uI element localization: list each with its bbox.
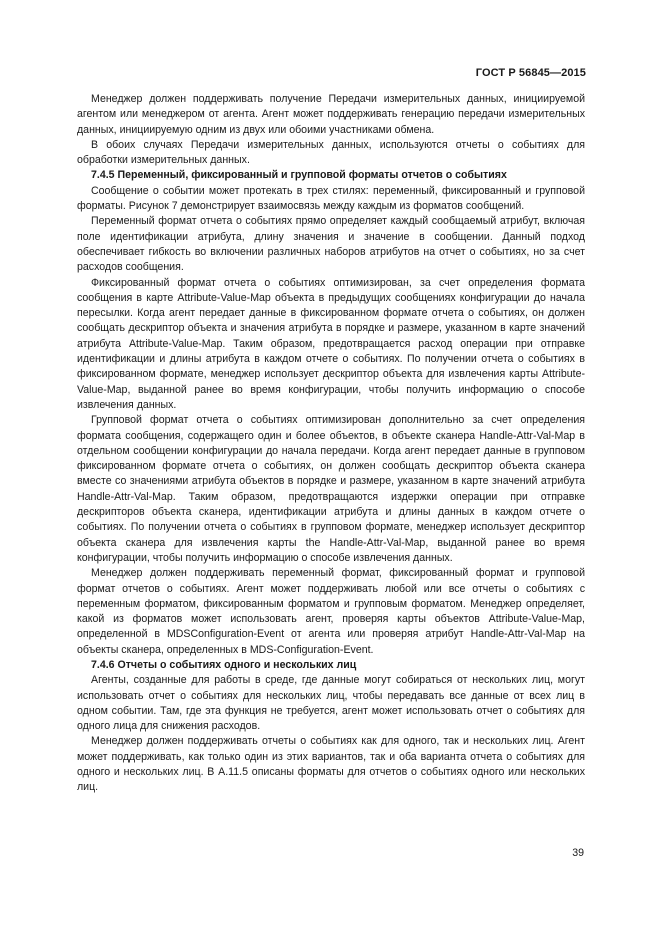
paragraph-7-4-5-4: Групповой формат отчета о событиях оптимизирован дополнительно за счет определения формата сообщения, содержащего один и более объектов, в объекте сканера Handle-Attr-Val-Map в отдельном сообщении конфигурации до начала передачи. Когда агент передает данные в групповом фиксированном формате отчета о событиях, он должен сообщать дескриптор объекта сканера вместе со значениями атрибута объектов в порядке и размере, указанном в карте значений атрибута Handle-Attr-Val-Map. Таким образом, предотвращаются издержки операции при отправке дескрипторов объекта сканера, идентификации атрибута и длины данных в каждом отчете о событиях. По получении отчета о событиях в групповом формате, менеджер использует дескриптор объекта сканера для извлечения карты the Handle-Attr-Val-Map, выданной ранее во время конфигурации, чтобы получить информацию о способе извлечения данных. xyxy=(77,414,585,564)
paragraph-intro-2: В обоих случаях Передачи измерительных данных, используются отчеты о событиях для обработки измерительных данных. xyxy=(77,138,585,167)
paragraph-7-4-6-2: Менеджер должен поддерживать отчеты о событиях как для одного, так и нескольких лиц. Агент может поддерживать, как только один из этих вариантов, так и оба варианта отчета о событиях для одного и нескольких лиц. В А.11.5 описаны форматы для отчетов о событиях одного или нескольких лиц. xyxy=(77,735,585,794)
paragraph-7-4-5-1: Сообщение о событии может протекать в трех стилях: переменный, фиксированный и групповой форматы. Рисунок 7 демонстрирует взаимосвязь между каждым из форматов сообщений. xyxy=(77,184,585,213)
paragraph-7-4-5-5: Менеджер должен поддерживать переменный формат, фиксированный формат и групповой формат отчетов о событиях. Агент может поддерживать любой или все отчеты о событиях с переменным форматом, фиксированным форматом и групповым форматом. Менеджер определяет, какой из форматов может использовать агент, проверяя карты объектов Attribute-Value-Map, определенной в MDSConfiguration-Event от агента или проверяя атрибут Handle-Attr-Val-Map на объекты сканера, определенных в MDS-Configuration-Event. xyxy=(77,567,585,656)
paragraph-7-4-5-2: Переменный формат отчета о событиях прямо определяет каждый сообщаемый атрибут, включая поле идентификации атрибута, длину значения и значение в сообщении. Данный подход обеспечивает гибкость во включении различных наборов атрибутов на отчет о событиях, но за счет расходов сообщения. xyxy=(77,215,585,274)
document-code-header: ГОСТ Р 56845—2015 xyxy=(475,67,586,79)
section-heading-7-4-6: 7.4.6 Отчеты о событиях одного и нескольких лиц xyxy=(91,658,357,671)
page-body xyxy=(77,92,585,796)
page-number: 39 xyxy=(572,847,584,859)
paragraph-7-4-6-1: Агенты, созданные для работы в среде, где данные могут собираться от нескольких лиц, могут использовать отчет о событиях для нескольких лиц, чтобы передавать все данные от всех лиц в одном событии. Там, где эта функция не требуется, агент может использовать отчет о событиях для одного лица для снижения расходов. xyxy=(77,674,585,733)
section-heading-7-4-5: 7.4.5 Переменный, фиксированный и групповой форматы отчетов о событиях xyxy=(91,169,507,182)
paragraph-7-4-5-3: Фиксированный формат отчета о событиях оптимизирован, за счет определения формата сообщения в карте Attribute-Value-Map объекта в предыдущих сообщениях конфигурации до начала пересылки. Когда агент передает данные в фиксированном формате отчета о событиях, он должен сообщать дескриптор объекта и значения атрибута в порядке и размере, указанном в карте значений атрибута Attribute-Value-Map. Таким образом, предотвращается расход операции при отправке идентификации и длины атрибута в каждом отчете о событиях. По получении отчета о событиях в фиксированном формате, менеджер использует дескриптор объекта для извлечения карты Attribute-Value-Map, выданной ранее во время конфигурации, чтобы получить информацию о способе извлечения данных. xyxy=(77,276,585,411)
paragraph-intro-1: Менеджер должен поддерживать получение Передачи измерительных данных, инициируемой агентом или менеджером от агента. Агент может поддерживать генерацию передачи измерительных данных, инициируемую одним из двух или обоими участниками обмена. xyxy=(77,93,585,136)
